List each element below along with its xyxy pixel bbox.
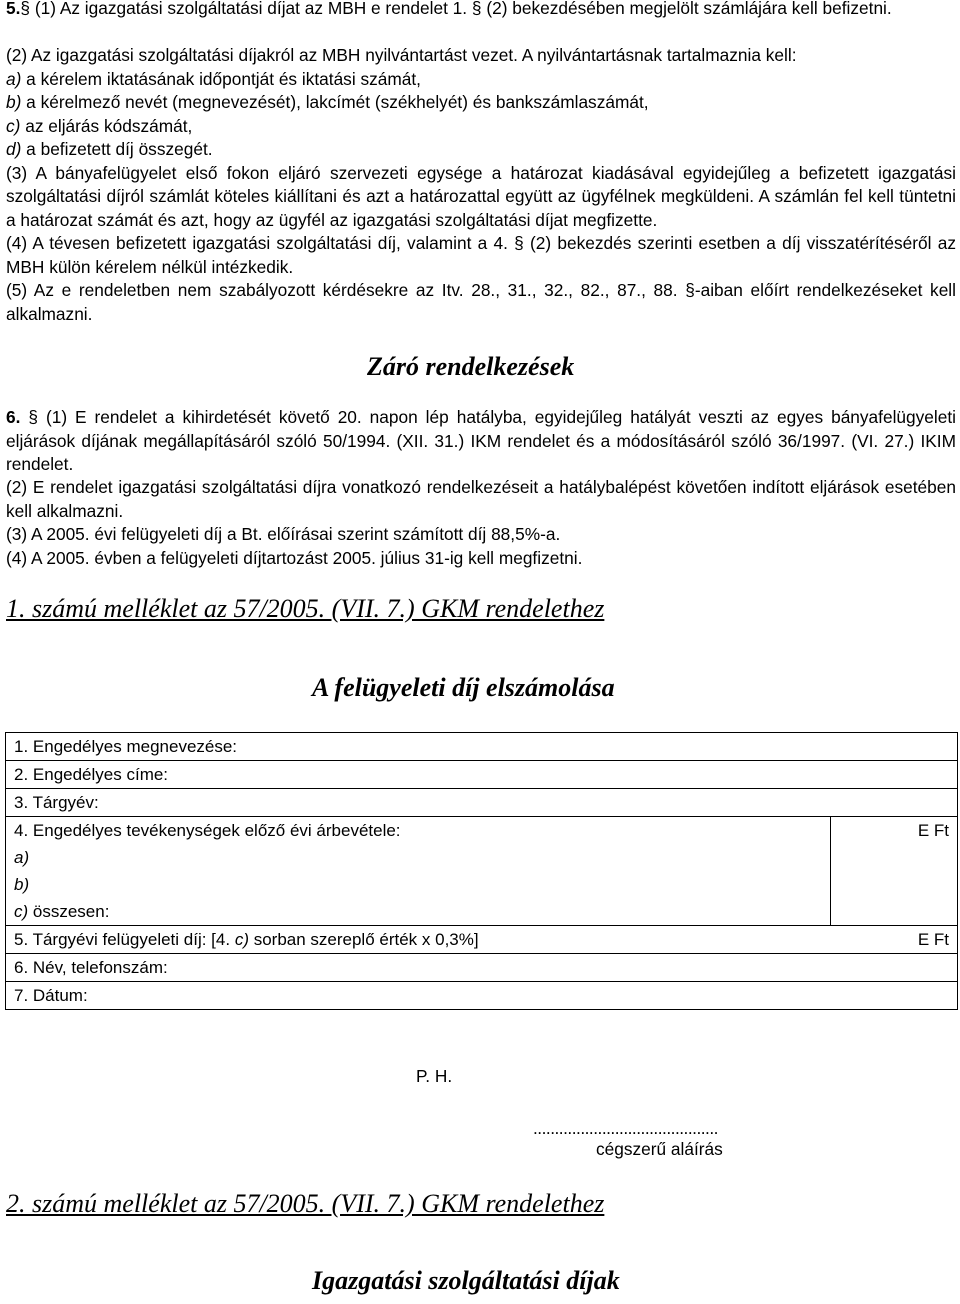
list-item-d: d) a befizetett díj összegét. [6, 139, 213, 159]
paragraph-6-1: 6. § (1) E rendelet a kihirdetését követő 20. napon lép hatályba, egyidejűleg hatályát veszti az egyes bányafelügyeleti eljárások díjának megállapításáról szóló 50/1994. (XII. 31.) IKM rendelet és a módosításáról szóló 36/1997. (VI. 27.) IKIM rendelet. [6, 407, 956, 474]
annex-2-form-title: Igazgatási szolgáltatási díjak [312, 1266, 620, 1295]
row-licensee-name: 1. Engedélyes megnevezése: [6, 733, 958, 761]
unit-label: E Ft [831, 817, 958, 845]
table-row [6, 789, 958, 817]
row-name-phone: 6. Név, telefonszám: [6, 954, 958, 982]
row-revenue: 4. Engedélyes tevékenységek előző évi árbevétele: [6, 817, 831, 845]
paragraph-5-1: 5.§ (1) Az igazgatási szolgáltatási díjat az MBH e rendelet 1. § (2) bekezdésében megjelölt számlájára kell befizetni. [6, 0, 892, 18]
table-row [6, 761, 958, 789]
table-row [6, 954, 958, 982]
list-item-a: a) a kérelem iktatásának időpontját és iktatási számát, [6, 68, 421, 89]
annex-2-title: 2. számú melléklet az 57/2005. (VII. 7.) GKM rendelethez [6, 1189, 605, 1218]
table-row [6, 926, 958, 954]
empty-cell [831, 898, 958, 926]
annex-1-form-title: A felügyeleti díj elszámolása [312, 673, 615, 702]
list-item-b: b) a kérelmező nevét (megnevezését), lakcímét (székhelyét) és bankszámlaszámát, [6, 92, 649, 112]
table-row [6, 871, 958, 898]
row-revenue-total: c) összesen: [6, 898, 831, 926]
paragraph-5-2: (2) Az igazgatási szolgáltatási díjakról az MBH nyilvántartást vezet. A nyilvántartásnak tartalmaznia kell: [6, 45, 797, 65]
paragraph-6-3: (3) A 2005. évi felügyeleti díj a Bt. előírásai szerint számított díj 88,5%-a. [6, 524, 561, 544]
paragraph-5-3: (3) A bányafelügyelet első fokon eljáró szervezeti egysége a határozat kiadásával egyidejűleg a befizetett igazgatási szolgáltatási díjról számlát köteles kiállítani és azt a határozattal együtt az ügyfélnek megküldeni. A számlán fel kell tüntetni a határozat számát és azt, hogy az ügyfél az igazgatási szolgáltatási díjat megfizette. [6, 162, 956, 230]
signature-line: ........................................... [533, 1118, 718, 1138]
table-row [6, 898, 958, 926]
table-row [6, 844, 958, 871]
stamp-placeholder: P. H. [416, 1066, 453, 1086]
paragraph-5-5: (5) Az e rendeletben nem szabályozott kérdésekre az Itv. 28., 31., 32., 82., 87., 88. §-aiban előírt rendelkezéseket kell alkalmazni. [6, 280, 956, 324]
unit-label: E Ft [831, 926, 958, 954]
table-row [6, 733, 958, 761]
row-date: 7. Dátum: [6, 982, 958, 1010]
row-supervision-fee: 5. Tárgyévi felügyeleti díj: [4. c) sorban szereplő érték x 0,3%] [6, 926, 831, 954]
annex-1-title: 1. számú melléklet az 57/2005. (VII. 7.) GKM rendelethez [6, 594, 605, 623]
closing-heading: Záró rendelkezések [367, 352, 575, 381]
paragraph-6-2: (2) E rendelet igazgatási szolgáltatási díjra vonatkozó rendelkezéseit a hatálybalépést követően indított eljárások esetében kell alkalmazni. [6, 477, 956, 521]
row-revenue-a: a) [6, 844, 831, 871]
table-row [6, 817, 958, 845]
paragraph-5-4: (4) A tévesen befizetett igazgatási szolgáltatási díj, valamint a 4. § (2) bekezdés szerinti esetben a díj visszatérítéséről az MBH külön kérelem nélkül intézkedik. [6, 233, 956, 277]
fee-form-table [5, 732, 958, 1010]
table-row [6, 982, 958, 1010]
row-subject-year: 3. Tárgyév: [6, 789, 958, 817]
list-item-c: c) az eljárás kódszámát, [6, 115, 193, 136]
row-revenue-b: b) [6, 871, 831, 898]
section-sign: § [20, 0, 31, 18]
section-sign: § [471, 0, 482, 18]
empty-cell [831, 871, 958, 898]
signature-caption: cégszerű aláírás [596, 1139, 723, 1159]
row-licensee-address: 2. Engedélyes címe: [6, 761, 958, 789]
empty-cell [831, 844, 958, 871]
paragraph-6-4: (4) A 2005. évben a felügyeleti díjtartozást 2005. július 31-ig kell megfizetni. [6, 547, 583, 568]
